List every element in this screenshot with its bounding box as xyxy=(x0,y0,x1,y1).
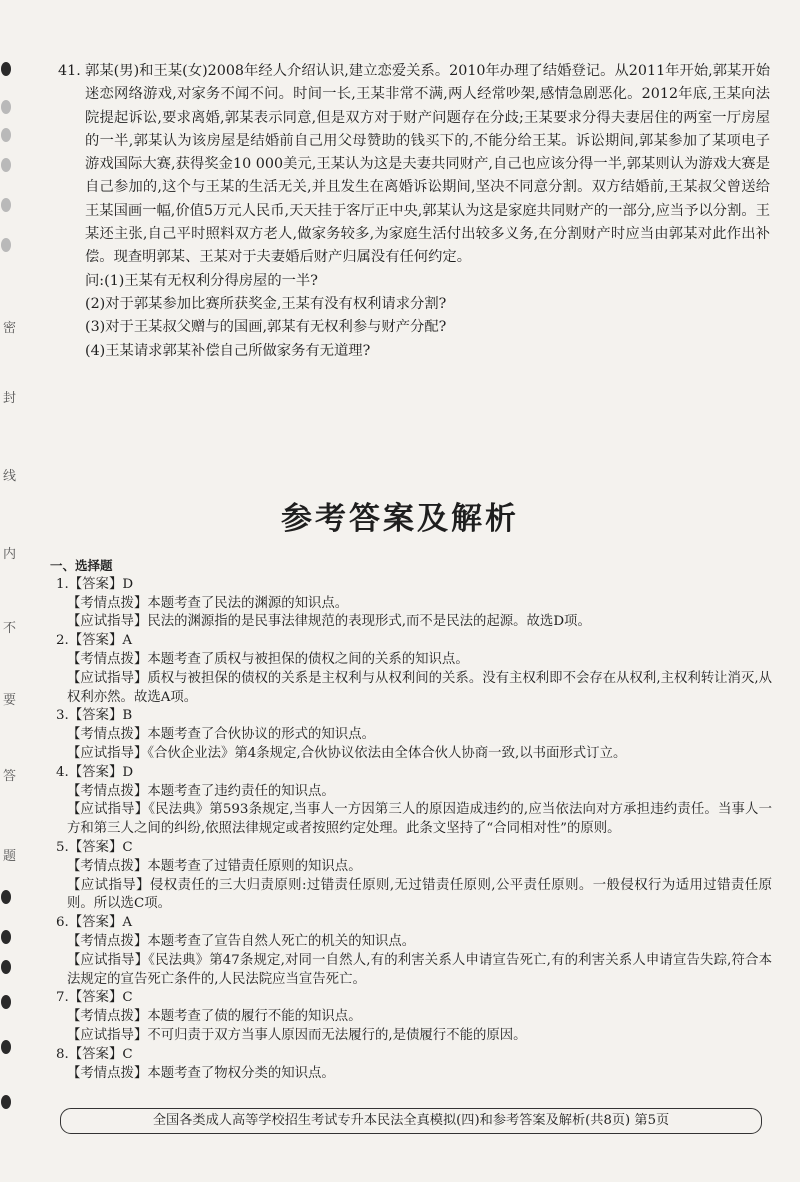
answer-section-title: 参考答案及解析 xyxy=(281,501,519,537)
binding-hole xyxy=(1,158,11,172)
answer-line: 【应试指导】不可归责于双方当事人原因而无法履行的,是债履行不能的原因。 xyxy=(67,1027,527,1043)
binding-hole xyxy=(1,100,11,114)
answers-list xyxy=(50,557,772,1083)
binding-margin-char: 题 xyxy=(3,849,17,864)
binding-margin-char: 线 xyxy=(3,469,17,484)
sub-question: 问:(1)王某有无权利分得房屋的一半? xyxy=(85,272,318,289)
sub-question: (3)对于王某叔父赠与的国画,郭某有无权利参与财产分配? xyxy=(85,319,447,336)
binding-margin-char: 要 xyxy=(3,693,17,708)
answer-item xyxy=(56,1046,772,1084)
answer-head: 7.【答案】C xyxy=(56,990,133,1006)
answer-line: 【考情点拨】本题考查了物权分类的知识点。 xyxy=(67,1065,335,1081)
binding-hole xyxy=(1,198,11,212)
answer-head: 3.【答案】B xyxy=(56,708,133,724)
answer-line: 【应试指导】民法的渊源指的是民事法律规范的表现形式,而不是民法的起源。故选D项。 xyxy=(67,614,591,630)
question-asks xyxy=(85,270,770,363)
binding-margin-char: 密 xyxy=(3,321,17,336)
answer-line: 【考情点拨】本题考查了违约责任的知识点。 xyxy=(67,783,335,799)
binding-margin-char: 内 xyxy=(3,547,17,562)
answer-line: 【考情点拨】本题考查了过错责任原则的知识点。 xyxy=(67,858,362,874)
answer-head: 1.【答案】D xyxy=(56,576,134,592)
answer-item xyxy=(56,576,772,632)
answer-item xyxy=(56,764,772,839)
answer-head: 5.【答案】C xyxy=(56,839,133,855)
answer-line: 【应试指导】侵权责任的三大归责原则:过错责任原则,无过错责任原则,公平责任原则。一般侵权行为适用过错责任原则。所以选C项。 xyxy=(67,877,772,912)
binding-hole xyxy=(1,1040,11,1054)
page-footer: 全国各类成人高等学校招生考试专升本民法全真模拟(四)和参考答案及解析(共8页) 第5页 xyxy=(60,1108,762,1134)
answer-item xyxy=(56,707,772,763)
binding-hole xyxy=(1,1095,11,1109)
section-heading: 一、选择题 xyxy=(50,558,113,573)
answer-line: 【考情点拨】本题考查了民法的渊源的知识点。 xyxy=(67,595,349,611)
binding-margin-char: 封 xyxy=(3,391,17,406)
answer-line: 【考情点拨】本题考查了质权与被担保的债权之间的关系的知识点。 xyxy=(67,651,469,667)
answer-line: 【考情点拨】本题考查了宣告自然人死亡的机关的知识点。 xyxy=(67,933,416,949)
binding-hole xyxy=(1,960,11,974)
question-paragraph: 郭某(男)和王某(女)2008年经人介绍认识,建立恋爱关系。2010年办理了结婚登记。从2011年开始,郭某开始迷恋网络游戏,对家务不闻不问。时间一长,王某非常不满,两人经常吵架,感情急剧恶化。2012年底,王某向法院提起诉讼,要求离婚,郭某表示同意,但是双方对于财产问题存在分歧;王某要求分得夫妻居住的两室一厅房屋的一半,郭某认为该房屋是结婚前自己用父母赞助的钱买下的,不能分给王某。诉讼期间,郭某参加了某项电子游戏国际大赛,获得奖金10 000美元,王某认为这是夫妻共同财产,自己也应该分得一半,郭某则认为游戏大赛是自己参加的,这个与王某的生活无关,并且发生在离婚诉讼期间,坚决不同意分割。双方结婚前,王某叔父曾送给王某国画一幅,价值5万元人民币,天天挂于客厅正中央,郭某认为这是家庭共同财产的一部分,应当予以分割。王某还主张,自己平时照料双方老人,做家务较多,为家庭生活付出较多义务,在分割财产时应当由郭某对此作出补偿。现查明郭某、王某对于夫妻婚后财产归属没有任何约定。 xyxy=(85,63,770,266)
binding-margin-char: 答 xyxy=(3,769,17,784)
answer-line: 【应试指导】质权与被担保的债权的关系是主权利与从权利间的关系。没有主权利即不会存在从权利,主权利转让消灭,从权利亦然。故选A项。 xyxy=(67,670,772,705)
answer-item xyxy=(56,632,772,707)
answer-line: 【考情点拨】本题考查了合伙协议的形式的知识点。 xyxy=(67,727,375,743)
question-41 xyxy=(58,60,770,363)
binding-hole xyxy=(1,128,11,142)
question-number: 41. xyxy=(58,63,81,79)
binding-hole xyxy=(1,238,11,252)
binding-hole xyxy=(1,62,11,76)
answer-item xyxy=(56,914,772,989)
answer-line: 【应试指导】《民法典》第593条规定,当事人一方因第三人的原因造成违约的,应当依法向对方承担违约责任。当事人一方和第三人之间的纠纷,依照法律规定或者按照约定处理。此条文坚持了“合同相对性”的原则。 xyxy=(67,802,772,837)
answer-item xyxy=(56,989,772,1045)
sub-question: (4)王某请求郭某补偿自己所做家务有无道理? xyxy=(85,342,371,359)
binding-hole xyxy=(1,995,11,1009)
answer-head: 2.【答案】A xyxy=(56,633,133,649)
binding-hole xyxy=(1,890,11,904)
answer-line: 【考情点拨】本题考查了债的履行不能的知识点。 xyxy=(67,1009,362,1025)
binding-hole xyxy=(1,930,11,944)
sub-question: (2)对于郭某参加比赛所获奖金,王某有没有权利请求分割? xyxy=(85,295,447,312)
answer-item xyxy=(56,839,772,914)
answer-line: 【应试指导】《合伙企业法》第4条规定,合伙协议依法由全体合伙人协商一致,以书面形式订立。 xyxy=(67,745,627,761)
answer-head: 4.【答案】D xyxy=(56,764,134,780)
answer-head: 8.【答案】C xyxy=(56,1046,133,1062)
answer-head: 6.【答案】A xyxy=(56,915,133,931)
answer-line: 【应试指导】《民法典》第47条规定,对同一自然人,有的利害关系人申请宣告死亡,有的利害关系人申请宣告失踪,符合本法规定的宣告死亡条件的,人民法院应当宣告死亡。 xyxy=(67,952,772,987)
binding-margin-char: 不 xyxy=(3,621,17,636)
